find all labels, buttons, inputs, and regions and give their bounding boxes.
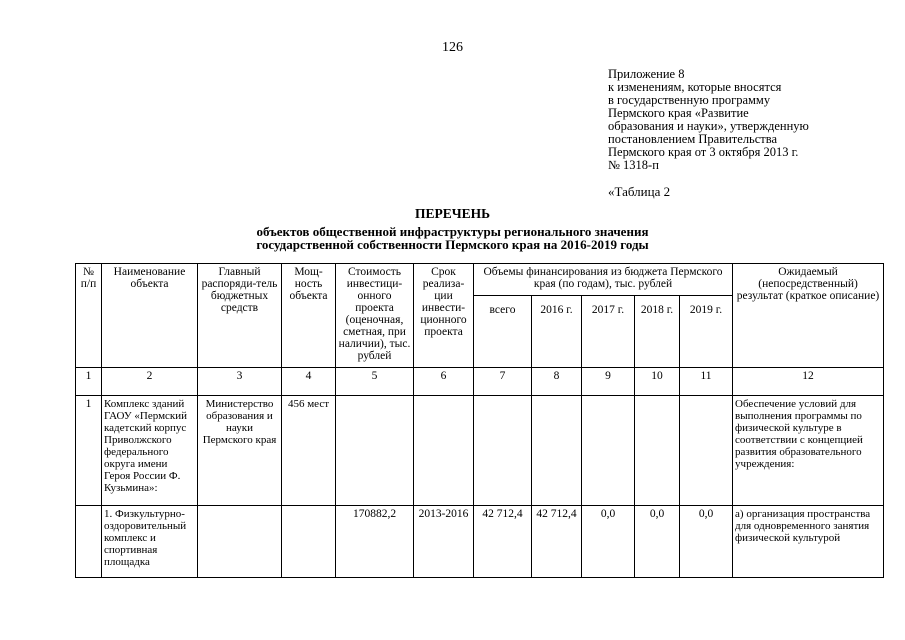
- col-number: 1: [76, 368, 102, 396]
- appendix-line: Приложение 8: [608, 67, 685, 81]
- subtitle-line: объектов общественной инфраструктуры регионального значения: [256, 224, 649, 239]
- row-name: Комплекс зданий ГАОУ «Пермский кадетский корпус Приволжского федерального округа имени Героя России Ф. Кузьмина»:: [102, 396, 198, 506]
- header-term: Срок реализа-ции инвести-ционного проекта: [414, 264, 474, 368]
- row-cost: [336, 396, 414, 506]
- row-num: 1: [76, 396, 102, 506]
- appendix-line: постановлением Правительства: [608, 132, 778, 146]
- col-number: 2: [102, 368, 198, 396]
- row-result: а) организация пространства для одновременного занятия физической культурой: [733, 506, 884, 578]
- col-number: 3: [198, 368, 282, 396]
- row-2019: [680, 396, 733, 506]
- header-num: № п/п: [76, 264, 102, 368]
- row-num: [76, 506, 102, 578]
- header-result: Ожидаемый (непосредственный) результат (краткое описание): [733, 264, 884, 368]
- appendix-line: № 1318-п: [608, 158, 659, 172]
- appendix-line: Пермского края «Развитие: [608, 106, 749, 120]
- document-title: ПЕРЕЧЕНЬ: [414, 206, 491, 221]
- col-number: 7: [474, 368, 532, 396]
- row-manager: Министерство образования и науки Пермского края: [198, 396, 282, 506]
- appendix-line: в государственную программу: [608, 93, 771, 107]
- row-2018: [635, 396, 680, 506]
- row-2018: 0,0: [635, 506, 680, 578]
- row-cost: 170882,2: [336, 506, 414, 578]
- header-2017: 2017 г.: [582, 296, 635, 368]
- header-name: Наименование объекта: [102, 264, 198, 368]
- header-2019: 2019 г.: [680, 296, 733, 368]
- header-capacity: Мощ-ность объекта: [282, 264, 336, 368]
- page-number: 126: [442, 40, 463, 55]
- table-row: [76, 396, 884, 506]
- row-2016: [532, 396, 582, 506]
- row-name: 1. Физкультурно-оздоровительный комплекс и спортивная площадка: [102, 506, 198, 578]
- header-total: всего: [474, 296, 532, 368]
- header-manager: Главный распоряди-тель бюджетных средств: [198, 264, 282, 368]
- col-number: 10: [635, 368, 680, 396]
- row-2016: 42 712,4: [532, 506, 582, 578]
- header-cost: Стоимость инвестици-онного проекта (оценочная, сметная, при наличии), тыс. рублей: [336, 264, 414, 368]
- row-2017: [582, 396, 635, 506]
- header-row: [76, 264, 884, 296]
- table-row: [76, 506, 884, 578]
- row-total: [474, 396, 532, 506]
- row-result: Обеспечение условий для выполнения программы по физической культуре в соответствии с концепцией развития образовательного учреждения:: [733, 396, 884, 506]
- appendix-line: Пермского края от 3 октября 2013 г.: [608, 145, 799, 159]
- header-2016: 2016 г.: [532, 296, 582, 368]
- col-number: 6: [414, 368, 474, 396]
- col-number: 8: [532, 368, 582, 396]
- row-manager: [198, 506, 282, 578]
- appendix-note: [608, 68, 898, 172]
- col-number: 4: [282, 368, 336, 396]
- col-number: 12: [733, 368, 884, 396]
- subtitle-line: государственной собственности Пермского края на 2016-2019 годы: [256, 237, 649, 252]
- row-capacity: 456 мест: [282, 396, 336, 506]
- table-label: «Таблица 2: [608, 184, 671, 199]
- header-funding: Объемы финансирования из бюджета Пермского края (по годам), тыс. рублей: [474, 264, 733, 296]
- row-term: [414, 396, 474, 506]
- appendix-line: образования и науки», утвержденную: [608, 119, 809, 133]
- row-capacity: [282, 506, 336, 578]
- row-total: 42 712,4: [474, 506, 532, 578]
- document-subtitle: [0, 225, 905, 251]
- row-term: 2013-2016: [414, 506, 474, 578]
- col-number: 11: [680, 368, 733, 396]
- header-2018: 2018 г.: [635, 296, 680, 368]
- col-number: 9: [582, 368, 635, 396]
- appendix-line: к изменениям, которые вносятся: [608, 80, 782, 94]
- column-numbers-row: [76, 368, 884, 396]
- objects-table: [75, 263, 884, 578]
- row-2019: 0,0: [680, 506, 733, 578]
- col-number: 5: [336, 368, 414, 396]
- row-2017: 0,0: [582, 506, 635, 578]
